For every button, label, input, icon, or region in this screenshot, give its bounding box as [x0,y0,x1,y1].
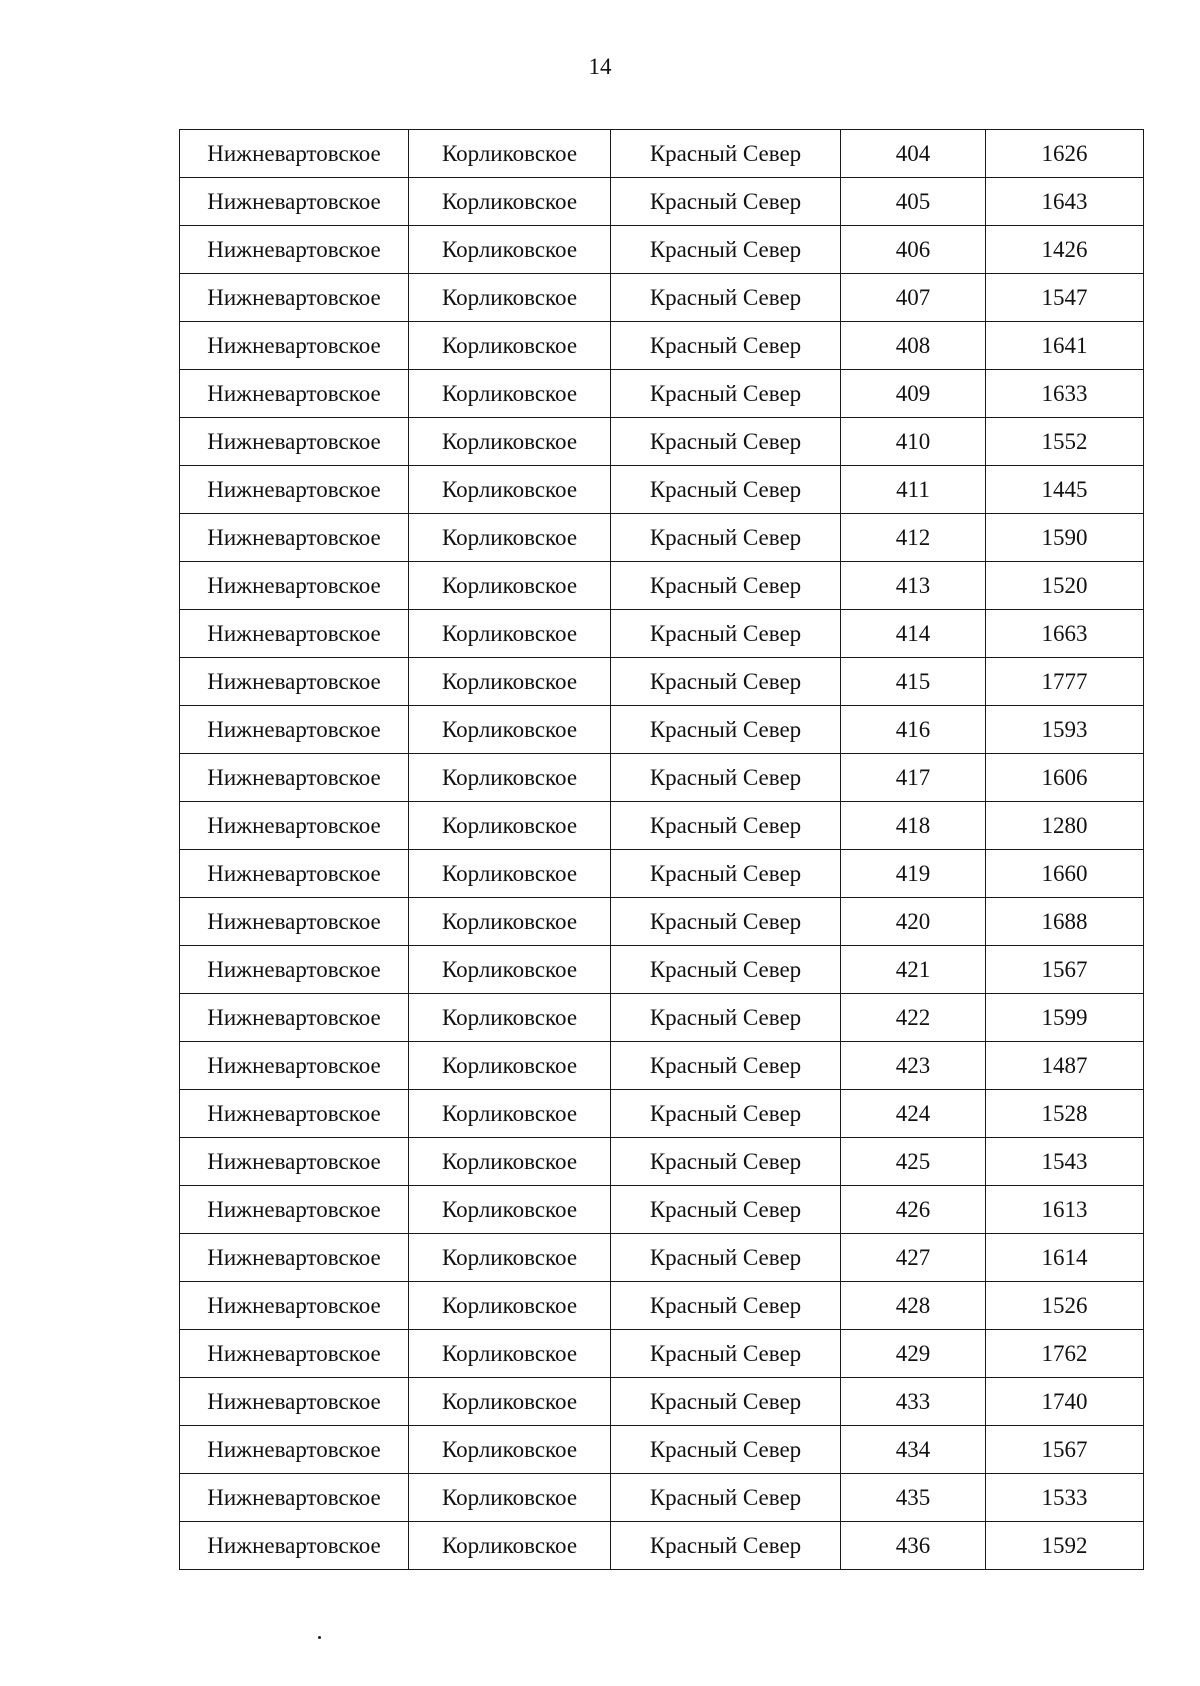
value-cell: 1528 [986,1090,1144,1138]
quarter-cell: 426 [841,1186,986,1234]
value-cell: 1688 [986,898,1144,946]
quarter-cell: 414 [841,610,986,658]
registry-table [179,129,1144,1570]
forestry-cell: Красный Север [611,370,841,418]
settlement-cell: Корликовское [409,514,611,562]
value-cell: 1606 [986,754,1144,802]
quarter-cell: 419 [841,850,986,898]
table-row [180,226,1144,274]
forestry-cell: Красный Север [611,322,841,370]
value-cell: 1641 [986,322,1144,370]
settlement-cell: Корликовское [409,1330,611,1378]
scan-speck [318,1636,321,1639]
settlement-cell: Корликовское [409,466,611,514]
table-row [180,1378,1144,1426]
settlement-cell: Корликовское [409,1378,611,1426]
district-cell: Нижневартовское [180,898,409,946]
forestry-cell: Красный Север [611,178,841,226]
district-cell: Нижневартовское [180,994,409,1042]
table-row [180,1042,1144,1090]
forestry-cell: Красный Север [611,274,841,322]
table-row [180,658,1144,706]
quarter-cell: 422 [841,994,986,1042]
district-cell: Нижневартовское [180,562,409,610]
settlement-cell: Корликовское [409,1426,611,1474]
table-row [180,706,1144,754]
settlement-cell: Корликовское [409,1234,611,1282]
settlement-cell: Корликовское [409,274,611,322]
table-row [180,1522,1144,1570]
district-cell: Нижневартовское [180,1330,409,1378]
table-row [180,1474,1144,1522]
district-cell: Нижневартовское [180,658,409,706]
forestry-cell: Красный Север [611,610,841,658]
district-cell: Нижневартовское [180,322,409,370]
settlement-cell: Корликовское [409,322,611,370]
district-cell: Нижневартовское [180,754,409,802]
settlement-cell: Корликовское [409,178,611,226]
table-body [180,130,1144,1570]
forestry-cell: Красный Север [611,1330,841,1378]
settlement-cell: Корликовское [409,1474,611,1522]
quarter-cell: 420 [841,898,986,946]
table-row [180,1138,1144,1186]
forestry-cell: Красный Север [611,418,841,466]
district-cell: Нижневартовское [180,1378,409,1426]
quarter-cell: 405 [841,178,986,226]
district-cell: Нижневартовское [180,1234,409,1282]
quarter-cell: 407 [841,274,986,322]
district-cell: Нижневартовское [180,1090,409,1138]
table-row [180,178,1144,226]
table-row [180,754,1144,802]
value-cell: 1599 [986,994,1144,1042]
quarter-cell: 408 [841,322,986,370]
value-cell: 1592 [986,1522,1144,1570]
quarter-cell: 404 [841,130,986,178]
value-cell: 1487 [986,1042,1144,1090]
district-cell: Нижневартовское [180,130,409,178]
district-cell: Нижневартовское [180,706,409,754]
value-cell: 1547 [986,274,1144,322]
settlement-cell: Корликовское [409,850,611,898]
quarter-cell: 424 [841,1090,986,1138]
settlement-cell: Корликовское [409,226,611,274]
quarter-cell: 417 [841,754,986,802]
settlement-cell: Корликовское [409,946,611,994]
forestry-cell: Красный Север [611,1282,841,1330]
table-row [180,466,1144,514]
forestry-cell: Красный Север [611,1090,841,1138]
forestry-cell: Красный Север [611,1234,841,1282]
district-cell: Нижневартовское [180,1138,409,1186]
quarter-cell: 416 [841,706,986,754]
value-cell: 1552 [986,418,1144,466]
value-cell: 1777 [986,658,1144,706]
value-cell: 1614 [986,1234,1144,1282]
district-cell: Нижневартовское [180,1282,409,1330]
value-cell: 1526 [986,1282,1144,1330]
forestry-cell: Красный Север [611,898,841,946]
value-cell: 1593 [986,706,1144,754]
settlement-cell: Корликовское [409,370,611,418]
value-cell: 1533 [986,1474,1144,1522]
table-row [180,370,1144,418]
settlement-cell: Корликовское [409,706,611,754]
table-row [180,1234,1144,1282]
quarter-cell: 434 [841,1426,986,1474]
value-cell: 1643 [986,178,1144,226]
value-cell: 1543 [986,1138,1144,1186]
table-row [180,418,1144,466]
quarter-cell: 428 [841,1282,986,1330]
settlement-cell: Корликовское [409,1282,611,1330]
district-cell: Нижневартовское [180,178,409,226]
value-cell: 1445 [986,466,1144,514]
table-row [180,130,1144,178]
forestry-cell: Красный Север [611,1378,841,1426]
value-cell: 1520 [986,562,1144,610]
table-row [180,1426,1144,1474]
district-cell: Нижневартовское [180,802,409,850]
table-row [180,322,1144,370]
forestry-cell: Красный Север [611,946,841,994]
table-row [180,610,1144,658]
quarter-cell: 435 [841,1474,986,1522]
district-cell: Нижневартовское [180,274,409,322]
district-cell: Нижневартовское [180,226,409,274]
quarter-cell: 406 [841,226,986,274]
quarter-cell: 410 [841,418,986,466]
forestry-cell: Красный Север [611,1426,841,1474]
district-cell: Нижневартовское [180,850,409,898]
district-cell: Нижневартовское [180,1042,409,1090]
quarter-cell: 411 [841,466,986,514]
table-row [180,274,1144,322]
settlement-cell: Корликовское [409,562,611,610]
district-cell: Нижневартовское [180,1186,409,1234]
value-cell: 1633 [986,370,1144,418]
quarter-cell: 418 [841,802,986,850]
forestry-cell: Красный Север [611,754,841,802]
table-row [180,898,1144,946]
table-row [180,994,1144,1042]
value-cell: 1567 [986,946,1144,994]
settlement-cell: Корликовское [409,898,611,946]
table-row [180,1186,1144,1234]
value-cell: 1663 [986,610,1144,658]
settlement-cell: Корликовское [409,130,611,178]
table-row [180,1090,1144,1138]
value-cell: 1280 [986,802,1144,850]
settlement-cell: Корликовское [409,994,611,1042]
settlement-cell: Корликовское [409,1138,611,1186]
forestry-cell: Красный Север [611,226,841,274]
district-cell: Нижневартовское [180,1426,409,1474]
table-row [180,562,1144,610]
settlement-cell: Корликовское [409,610,611,658]
forestry-cell: Красный Север [611,658,841,706]
quarter-cell: 429 [841,1330,986,1378]
forestry-cell: Красный Север [611,466,841,514]
quarter-cell: 433 [841,1378,986,1426]
value-cell: 1567 [986,1426,1144,1474]
table-row [180,514,1144,562]
quarter-cell: 413 [841,562,986,610]
district-cell: Нижневартовское [180,418,409,466]
quarter-cell: 415 [841,658,986,706]
district-cell: Нижневартовское [180,370,409,418]
quarter-cell: 423 [841,1042,986,1090]
quarter-cell: 409 [841,370,986,418]
forestry-cell: Красный Север [611,994,841,1042]
forestry-cell: Красный Север [611,514,841,562]
value-cell: 1626 [986,130,1144,178]
value-cell: 1613 [986,1186,1144,1234]
table-row [180,850,1144,898]
value-cell: 1660 [986,850,1144,898]
district-cell: Нижневартовское [180,946,409,994]
settlement-cell: Корликовское [409,1090,611,1138]
table-row [180,802,1144,850]
forestry-cell: Красный Север [611,1186,841,1234]
quarter-cell: 412 [841,514,986,562]
page-number: 14 [588,54,612,79]
forestry-cell: Красный Север [611,850,841,898]
settlement-cell: Корликовское [409,658,611,706]
value-cell: 1426 [986,226,1144,274]
district-cell: Нижневартовское [180,610,409,658]
forestry-cell: Красный Север [611,802,841,850]
district-cell: Нижневартовское [180,1522,409,1570]
quarter-cell: 427 [841,1234,986,1282]
table-row [180,1330,1144,1378]
settlement-cell: Корликовское [409,1522,611,1570]
forestry-cell: Красный Север [611,130,841,178]
forestry-cell: Красный Север [611,1042,841,1090]
value-cell: 1740 [986,1378,1144,1426]
value-cell: 1590 [986,514,1144,562]
value-cell: 1762 [986,1330,1144,1378]
forestry-cell: Красный Север [611,1138,841,1186]
district-cell: Нижневартовское [180,514,409,562]
settlement-cell: Корликовское [409,1042,611,1090]
district-cell: Нижневартовское [180,1474,409,1522]
district-cell: Нижневартовское [180,466,409,514]
settlement-cell: Корликовское [409,1186,611,1234]
settlement-cell: Корликовское [409,754,611,802]
settlement-cell: Корликовское [409,802,611,850]
quarter-cell: 436 [841,1522,986,1570]
forestry-cell: Красный Север [611,562,841,610]
forestry-cell: Красный Север [611,1474,841,1522]
settlement-cell: Корликовское [409,418,611,466]
forestry-cell: Красный Север [611,706,841,754]
quarter-cell: 421 [841,946,986,994]
quarter-cell: 425 [841,1138,986,1186]
table-row [180,946,1144,994]
forestry-cell: Красный Север [611,1522,841,1570]
table-row [180,1282,1144,1330]
